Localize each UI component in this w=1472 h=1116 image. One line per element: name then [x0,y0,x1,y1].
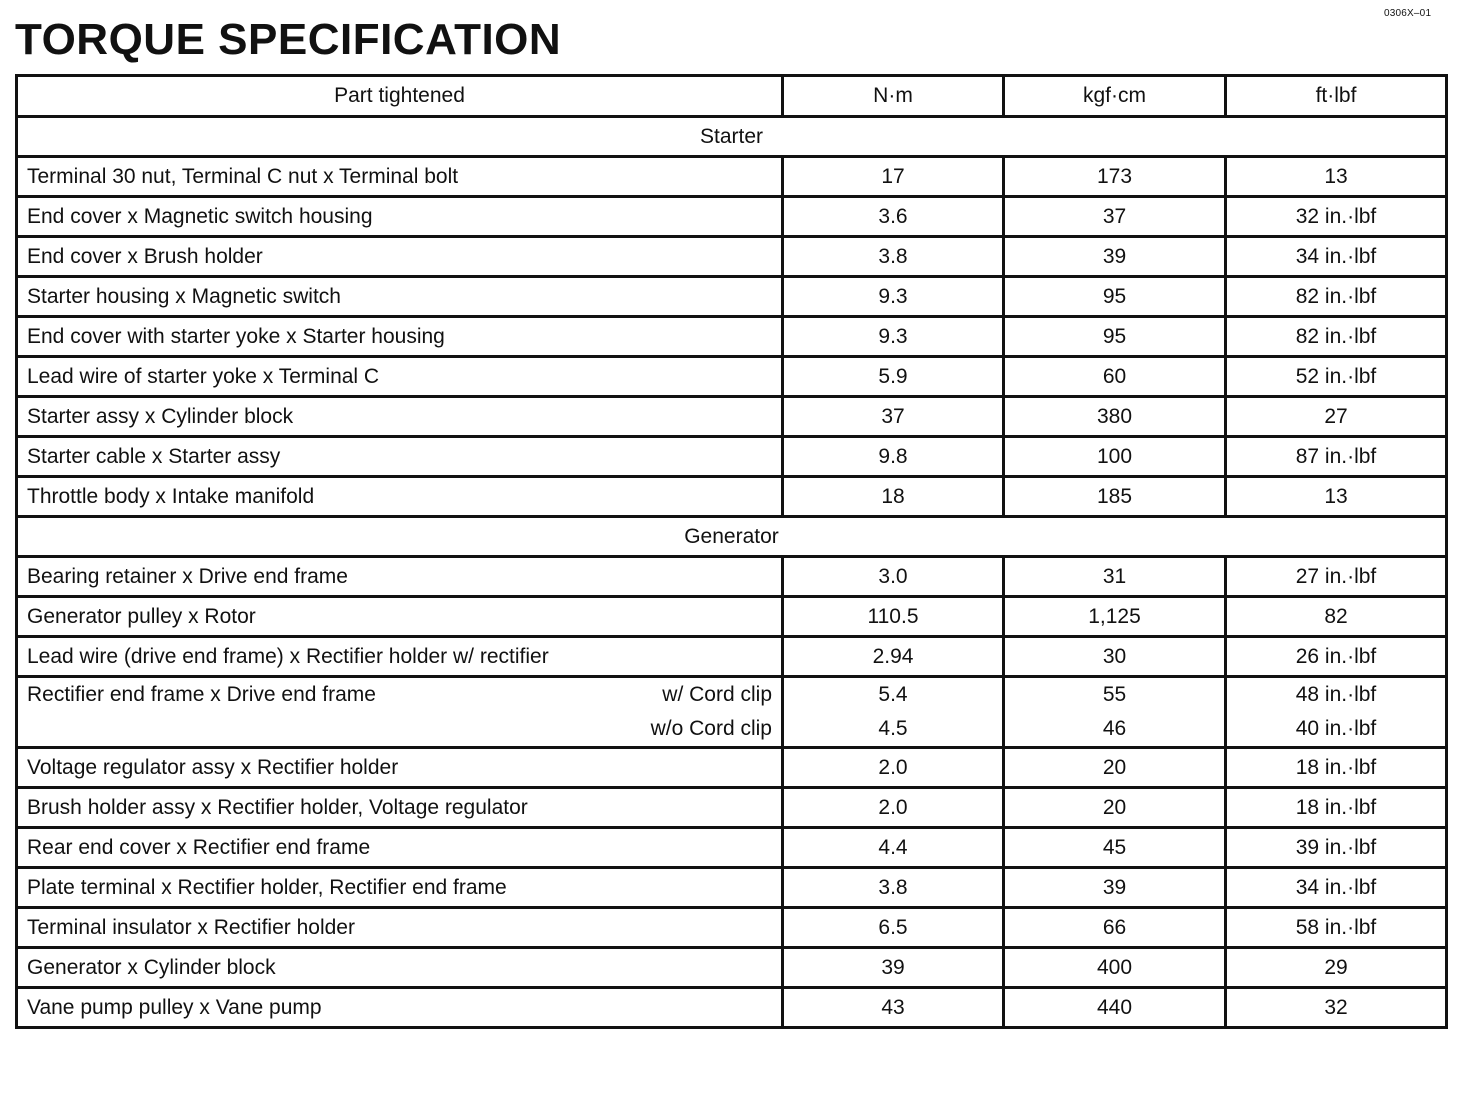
table-row [17,237,1447,277]
torque-kgfcm-cell: 20 [1004,788,1226,828]
part-tightened-cell: Vane pump pulley x Vane pump [17,988,783,1028]
torque-value: 46 [1102,717,1127,740]
torque-nm-cell: 37 [783,397,1004,437]
torque-spec-table [15,74,1448,1029]
torque-value: 48 in.·lbf [1295,683,1377,706]
table-row [17,828,1447,868]
part-tightened-cell: Starter housing x Magnetic switch [17,277,783,317]
torque-kgfcm-cell: 39 [1004,237,1226,277]
part-tightened-cell: Lead wire (drive end frame) x Rectifier holder w/ rectifier [17,637,783,677]
condition-label: w/ Cord clip [662,683,772,706]
torque-ftlbf-cell: 32 [1226,988,1447,1028]
torque-kgfcm-cell [1004,677,1226,748]
table-row [17,948,1447,988]
torque-value: 5.4 [878,683,908,706]
header-row [17,76,1447,117]
torque-nm-cell: 9.8 [783,437,1004,477]
header-part-tightened: Part tightened [17,76,783,117]
torque-kgfcm-cell: 20 [1004,748,1226,788]
torque-ftlbf-cell: 52 in.·lbf [1226,357,1447,397]
torque-ftlbf-cell: 29 [1226,948,1447,988]
part-tightened-cell: Lead wire of starter yoke x Terminal C [17,357,783,397]
torque-kgfcm-cell: 39 [1004,868,1226,908]
torque-value: 4.5 [878,717,908,740]
torque-ftlbf-cell [1226,677,1447,748]
torque-nm-cell: 6.5 [783,908,1004,948]
torque-kgfcm-cell: 37 [1004,197,1226,237]
table-row-rectifier [17,677,1447,748]
part-tightened-cell: Generator x Cylinder block [17,948,783,988]
torque-kgfcm-cell: 66 [1004,908,1226,948]
part-tightened-cell: Terminal insulator x Rectifier holder [17,908,783,948]
part-tightened-cell: Bearing retainer x Drive end frame [17,557,783,597]
torque-nm-cell: 3.8 [783,237,1004,277]
part-tightened-cell: Throttle body x Intake manifold [17,477,783,517]
torque-ftlbf-cell: 27 in.·lbf [1226,557,1447,597]
part-tightened-cell: Voltage regulator assy x Rectifier holder [17,748,783,788]
table-row [17,597,1447,637]
torque-kgfcm-cell: 95 [1004,277,1226,317]
header-ftlbf: ft·lbf [1226,76,1447,117]
part-tightened-cell: Plate terminal x Rectifier holder, Rectifier end frame [17,868,783,908]
table-row [17,317,1447,357]
torque-kgfcm-cell: 440 [1004,988,1226,1028]
table-row [17,477,1447,517]
torque-nm-cell: 2.0 [783,788,1004,828]
table-row [17,637,1447,677]
torque-kgfcm-cell: 45 [1004,828,1226,868]
torque-value: 40 in.·lbf [1295,717,1377,740]
table-row [17,908,1447,948]
torque-kgfcm-cell: 173 [1004,157,1226,197]
torque-ftlbf-cell: 82 in.·lbf [1226,277,1447,317]
table-row [17,788,1447,828]
torque-nm-cell: 39 [783,948,1004,988]
part-tightened-cell: End cover x Brush holder [17,237,783,277]
part-tightened-cell: Terminal 30 nut, Terminal C nut x Terminal bolt [17,157,783,197]
table-row [17,437,1447,477]
table-row [17,357,1447,397]
part-tightened-cell: End cover with starter yoke x Starter housing [17,317,783,357]
torque-nm-cell: 18 [783,477,1004,517]
torque-ftlbf-cell: 18 in.·lbf [1226,748,1447,788]
torque-ftlbf-cell: 13 [1226,477,1447,517]
table-row [17,397,1447,437]
torque-nm-cell: 2.0 [783,748,1004,788]
torque-kgfcm-cell: 185 [1004,477,1226,517]
torque-kgfcm-cell: 1,125 [1004,597,1226,637]
torque-ftlbf-cell: 39 in.·lbf [1226,828,1447,868]
torque-ftlbf-cell: 27 [1226,397,1447,437]
torque-ftlbf-cell: 32 in.·lbf [1226,197,1447,237]
header-kgfcm: kgf·cm [1004,76,1226,117]
torque-value: 55 [1102,683,1127,706]
torque-nm-cell: 4.4 [783,828,1004,868]
torque-kgfcm-cell: 400 [1004,948,1226,988]
torque-kgfcm-cell: 95 [1004,317,1226,357]
section-row-generator [17,517,1447,557]
torque-kgfcm-cell: 380 [1004,397,1226,437]
torque-nm-cell: 17 [783,157,1004,197]
torque-nm-cell: 9.3 [783,277,1004,317]
torque-nm-cell: 5.9 [783,357,1004,397]
table-body [17,117,1447,1028]
torque-ftlbf-cell: 58 in.·lbf [1226,908,1447,948]
table-row [17,748,1447,788]
torque-nm-cell [783,677,1004,748]
part-tightened-cell: Starter cable x Starter assy [17,437,783,477]
table-row [17,277,1447,317]
table-row [17,988,1447,1028]
torque-ftlbf-cell: 87 in.·lbf [1226,437,1447,477]
torque-nm-cell: 3.6 [783,197,1004,237]
torque-kgfcm-cell: 30 [1004,637,1226,677]
part-tightened-cell: Generator pulley x Rotor [17,597,783,637]
part-tightened-cell: End cover x Magnetic switch housing [17,197,783,237]
part-tightened-cell: Starter assy x Cylinder block [17,397,783,437]
table-row [17,868,1447,908]
torque-nm-cell: 43 [783,988,1004,1028]
torque-nm-cell: 3.8 [783,868,1004,908]
table-row [17,197,1447,237]
page-title: TORQUE SPECIFICATION [15,15,562,64]
section-row-starter [17,117,1447,157]
section-label-generator: Generator [17,517,1447,557]
torque-nm-cell: 9.3 [783,317,1004,357]
torque-ftlbf-cell: 26 in.·lbf [1226,637,1447,677]
torque-ftlbf-cell: 13 [1226,157,1447,197]
torque-ftlbf-cell: 34 in.·lbf [1226,237,1447,277]
torque-ftlbf-cell: 82 [1226,597,1447,637]
torque-ftlbf-cell: 18 in.·lbf [1226,788,1447,828]
torque-ftlbf-cell: 82 in.·lbf [1226,317,1447,357]
table-row [17,557,1447,597]
condition-label: w/o Cord clip [650,717,772,740]
torque-kgfcm-cell: 31 [1004,557,1226,597]
part-tightened-cell: Rear end cover x Rectifier end frame [17,828,783,868]
torque-nm-cell: 2.94 [783,637,1004,677]
torque-nm-cell: 3.0 [783,557,1004,597]
torque-kgfcm-cell: 100 [1004,437,1226,477]
torque-nm-cell: 110.5 [783,597,1004,637]
document-code: 0306X–01 [1384,8,1432,19]
torque-kgfcm-cell: 60 [1004,357,1226,397]
part-tightened-cell [17,677,783,748]
header-nm: N·m [783,76,1004,117]
torque-ftlbf-cell: 34 in.·lbf [1226,868,1447,908]
section-label-starter: Starter [17,117,1447,157]
part-tightened-cell: Brush holder assy x Rectifier holder, Voltage regulator [17,788,783,828]
table-row [17,157,1447,197]
part-name: Rectifier end frame x Drive end frame [27,683,376,706]
